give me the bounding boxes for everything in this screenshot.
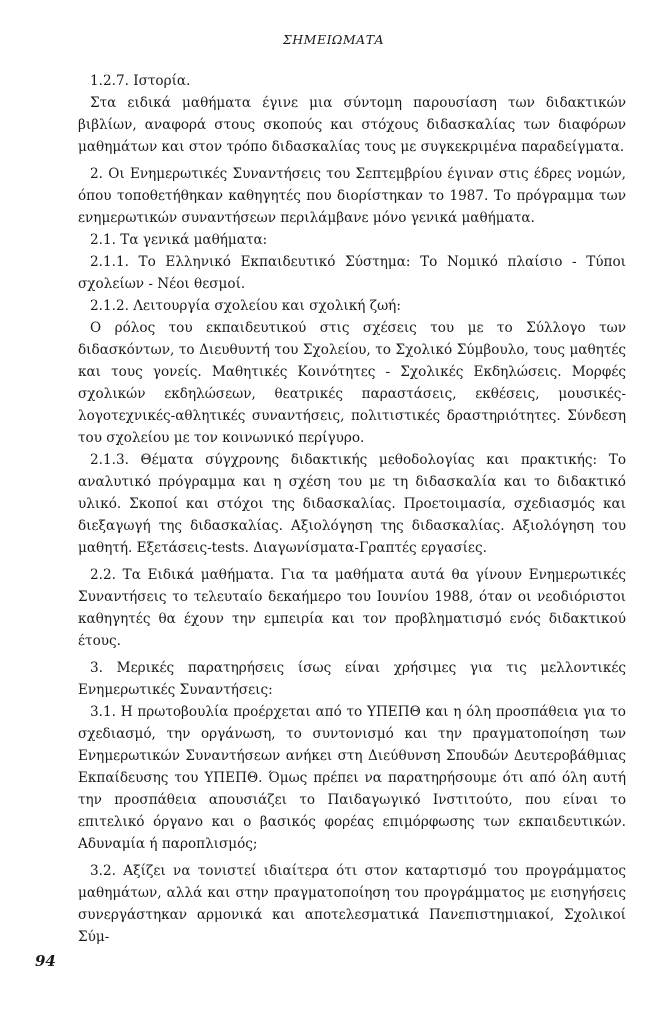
section-heading-2-1: 2.1. Τα γενικά μαθήματα: xyxy=(90,232,268,248)
paragraph-3-1: 3.1. Η πρωτοβουλία προέρχεται από το ΥΠΕΠΘ και η όλη προσπάθεια για το σχεδιασμό, την οργάνωση, το συντονισμό και την πραγματοποίηση των Ενημερωτικών Συναντήσεων ανήκει στη Διεύθυνση Σπουδών Δευτεροβάθμιας Εκπαίδευσης του ΥΠΕΠΘ. Όμως πρέπει να παρατηρήσουμε ότι από όλη αυτή την προσπάθεια απουσιάζει το Παιδαγωγικό Ινστιτούτο, που είναι το επιτελικό όργανο και ο βασικός φορέας επιμόρφωσης των εκπαιδευτικών. Αδυναμία ή παροπλισμός; xyxy=(78,704,626,852)
paragraph-2-1-1: 2.1.1. Το Ελληνικό Εκπαιδευτικό Σύστημα: Το Νομικό πλαίσιο - Τύποι σχολείων - Νέοι θεσμοί. xyxy=(78,254,626,292)
running-header: ΣΗΜΕΙΩΜΑΤΑ xyxy=(282,32,385,47)
paragraph-2-1-3: 2.1.3. Θέματα σύγχρονης διδακτικής μεθοδολογίας και πρακτικής: Το αναλυτικό πρόγραμμα και η σχέση του με τη διδασκαλία και το διδακτικό υλικό. Σκοποί και στόχοι της διδασκαλίας. Προετοιμασία, σχεδιασμός και διεξαγωγή της διδασκαλίας. Αξιολόγηση της διδασκαλίας. Αξιολόγηση του μαθητή. Εξετάσεις-tests. Διαγωνίσματα-Γραπτές εργασίες. xyxy=(78,452,626,556)
paragraph-2-2: 2.2. Τα Ειδικά μαθήματα. Για τα μαθήματα αυτά θα γίνουν Ενημερωτικές Συναντήσεις το τελευταίο δεκαήμερο του Ιουνίου 1988, όταν οι νεοδιόριστοι καθηγητές θα έχουν την εμπειρία και τον προβληματισμό ενός διδακτικού έτους. xyxy=(78,567,626,649)
paragraph-section-3: 3. Μερικές παρατηρήσεις ίσως είναι χρήσιμες για τις μελλοντικές Ενημερωτικές Συναντήσεις: xyxy=(78,660,626,698)
body-text xyxy=(78,70,626,948)
paragraph-3-2: 3.2. Αξίζει να τονιστεί ιδιαίτερα ότι στον καταρτισμό του προγράμματος μαθημάτων, αλλά και στην πραγματοποίηση του προγράμματος με εισηγήσεις συνεργάστηκαν αρμονικά και αποτελεσματικά Πανεπιστημιακοί, Σχολικοί Σύμ- xyxy=(78,863,626,945)
section-heading-1-2-7: 1.2.7. Ιστορία. xyxy=(90,73,191,89)
page-number: 94 xyxy=(35,952,56,970)
paragraph-teacher-role: Ο ρόλος του εκπαιδευτικού στις σχέσεις του με το Σύλλογο των διδασκόντων, το Διευθυντή του Σχολείου, το Σχολικό Σύμβουλο, τους μαθητές και τους γονείς. Μαθητικές Κοινότητες - Σχολικές Εκδηλώσεις. Μορφές σχολικών εκδηλώσεων, θεατρικές παραστάσεις, εκθέσεις, μουσικές-λογοτεχνικές-αθλητικές συναντήσεις, πολιτιστικές δραστηριότητες. Σύνδεση του σχολείου με τον κοινωνικό περίγυρο. xyxy=(78,320,626,446)
paragraph-section-2: 2. Οι Ενημερωτικές Συναντήσεις του Σεπτεμβρίου έγιναν στις έδρες νομών, όπου τοποθετήθηκαν καθηγητές που διορίστηκαν το 1987. Το πρόγραμμα των ενημερωτικών συναντήσεων περιλάμβανε μόνο γενικά μαθήματα. xyxy=(78,166,626,226)
paragraph-history: Στα ειδικά μαθήματα έγινε μια σύντομη παρουσίαση των διδακτικών βιβλίων, αναφορά στους σκοπούς και στόχους διδασκαλίας των διαφόρων μαθημάτων και στον τρόπο διδασκαλίας τους με συγκεκριμένα παραδείγματα. xyxy=(78,95,626,155)
section-heading-2-1-2: 2.1.2. Λειτουργία σχολείου και σχολική ζωή: xyxy=(90,298,401,314)
